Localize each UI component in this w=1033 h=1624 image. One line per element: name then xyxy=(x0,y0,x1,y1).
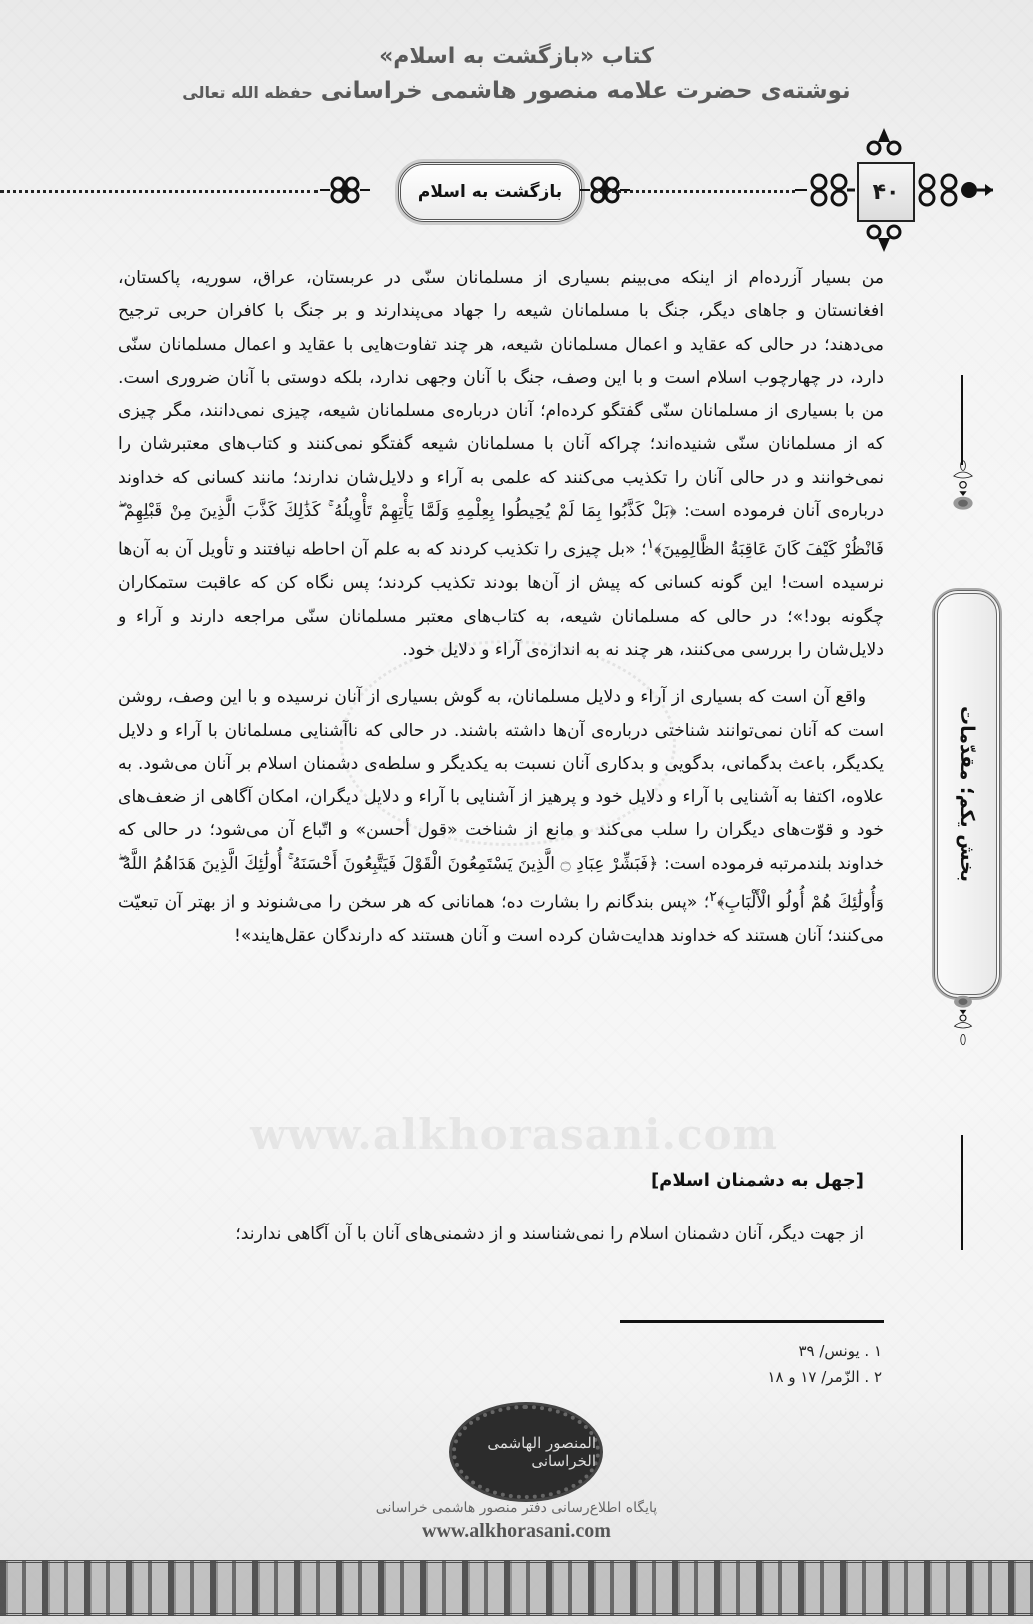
side-tab-top-stem xyxy=(961,375,963,465)
side-tab-top-ornament-icon xyxy=(936,460,990,512)
footnote-separator xyxy=(620,1320,884,1323)
footnote-1: ۱ . یونس/ ۳۹ xyxy=(798,1342,882,1360)
page-number: ۴۰ xyxy=(857,162,915,222)
scroll-ornament-icon xyxy=(318,172,372,208)
right-scroll-ornament-icon xyxy=(913,168,993,212)
paragraph-2-continuation: ؛ «پس بندگانم را بشارت ده؛ همانانی که هر سخن را می‌شنوند و از بهتر آن تبعیّت می‌کنند؛ آنان هستند که خداوند هدایت‌شان کرده است و آنان هستند که دارندگان عقل‌هایند»! xyxy=(118,892,884,947)
site-url[interactable]: www.alkhorasani.com xyxy=(422,1520,611,1542)
dotted-rule-middle xyxy=(595,190,795,193)
section-heading: [جهل به دشمنان اسلام] xyxy=(650,1170,864,1191)
author-line xyxy=(0,78,1033,104)
footnotes xyxy=(620,1338,882,1390)
paragraph-1-text: من بسیار آزرده‌ام از اینکه می‌بینم بسیاری از مسلمانان سنّی در عربستان، عراق، سوریه، پاکستان، افغانستان و جاهای دیگر، جنگ با مسلمانان شیعه را جهاد می‌پندارند و بر جنگ با کافران حربی ترجیح می‌دهند؛ در حالی که عقاید و اعمال مسلمانان شیعه، هر چند تفاوت‌هایی با عقاید و اعمال مسلمانان سنّی دارد، در چهارچوب اسلام است و با این وصف، جنگ با آنان وجهی ندارد، بلکه دوستی با آنان ضروری است. من با بسیاری از مسلمانان سنّی گفتگو کرده‌ام؛ آنان درباره‌ی مسلمانان شیعه، چیزی نمی‌دانند، مگر چیزی که از مسلمانان سنّی شنیده‌اند؛ چراکه آنان با مسلمانان شیعه گفتگو نمی‌کنند و کتاب‌های معتبرشان را نمی‌خوانند و در حالی آنان را تکذیب می‌کنند که علمی به آراء و دلایل‌شان ندارند؛ مانند کسانی که خداوند درباره‌ی آنان فرموده است: xyxy=(118,268,885,522)
footnote-ref-2[interactable]: ۲ xyxy=(709,889,717,906)
site-subtitle: پایگاه اطلاع‌رسانی دفتر منصور هاشمی خراسانی xyxy=(375,1500,658,1516)
paragraph-2 xyxy=(118,681,884,953)
dotted-rule-left xyxy=(0,190,318,193)
paragraph-3: از جهت دیگر، آنان دشمنان اسلام را نمی‌شناسند و از دشمنی‌های آنان با آن آگاهی ندارند؛ xyxy=(235,1224,864,1244)
watermark-url: www.alkhorasani.com xyxy=(250,1110,779,1159)
running-header-cartouche xyxy=(398,162,582,222)
body-text xyxy=(118,262,884,953)
chapter-side-tab xyxy=(934,590,1000,998)
footnote-2: ۲ . الزّمر/ ۱۷ و ۱۸ xyxy=(767,1368,882,1386)
seal-text: المنصور الهاشمی الخراسانی xyxy=(487,1434,596,1470)
footer-ornamental-band xyxy=(0,1560,1033,1616)
chapter-side-tab-label: بخش یکم؛ مقدّمات xyxy=(956,705,978,883)
author-honorific: حفظه الله تعالی xyxy=(182,83,313,102)
side-tab-bottom-ornament-icon xyxy=(936,995,990,1047)
book-title: کتاب «بازگشت به اسلام» xyxy=(379,44,654,69)
left-scroll-ornament-icon xyxy=(795,168,855,212)
running-header-title: بازگشت به اسلام xyxy=(417,182,563,202)
footnote-ref-1[interactable]: ۱ xyxy=(646,536,655,553)
publisher-seal-logo xyxy=(452,1405,600,1499)
paragraph-1-continuation: ؛ «بل چیزی را تکذیب کردند که به علم آن احاطه نیافتند و تأویل آن به آن‌ها نرسیده است! این گونه کسانی که پیش از آن‌ها بودند تکذیب کردند؛ پس نگاه کن که عاقبت ستمکاران چگونه بود!»؛ در حالی که مسلمانان شیعه، به کتاب‌های معتبر مسلمانان سنّی مراجعه دارند و آراء و دلایل‌شان را بررسی می‌کنند، هر چند نه به اندازه‌ی آراء و دلایل خود. xyxy=(118,540,884,660)
running-header xyxy=(0,150,1033,230)
quran-verse-2: ﴿فَبَشِّرْ عِبَادِ ۝ الَّذِينَ يَسْتَمِعُونَ الْقَوْلَ فَيَتَّبِعُونَ أَحْسَنَهُ ۚ أُولَٰئِكَ الَّذِينَ هَدَاهُمُ اللَّهُ ۖ وَأُولَٰئِكَ هُمْ أُولُو الْأَلْبَابِ﴾ xyxy=(118,853,885,913)
side-tab-bottom-stem xyxy=(961,1135,963,1250)
paragraph-1 xyxy=(118,262,884,667)
paragraph-2-text: واقع آن است که بسیاری از آراء و دلایل مسلمانان، به گوش بسیاری از آنان نرسیده و با این وصف، روشن است که آنان نمی‌توانند شناختی درباره‌ی آن‌ها داشته باشند. در حالی که ناآشنایی مسلمانان با آراء و دلایل یکدیگر، باعث بدگمانی، بدگویی و بدکاری آنان نسبت به یکدیگر و سلطه‌ی دشمنان اسلام بر آنان می‌شود. به علاوه، اکتفا به آشنایی با آراء و دلایل خود و پرهیز از آشنایی با آراء و دلایل دیگران، امکان آگاهی از ضعف‌های خود و قوّت‌های دیگران را سلب می‌کند و مانع از شناخت «قول أحسن» و اتّباع آن می‌شود؛ در حالی که خداوند بلندمرتبه فرموده است: xyxy=(118,687,885,874)
author-name: نوشته‌ی حضرت علامه منصور هاشمی خراسانی xyxy=(320,78,851,104)
quran-verse-1: ﴿بَلْ كَذَّبُوا بِمَا لَمْ يُحِيطُوا بِعِلْمِهِ وَلَمَّا يَأْتِهِمْ تَأْوِيلُهُ ۚ كَذَٰلِكَ كَذَّبَ الَّذِينَ مِنْ قَبْلِهِمْ ۖ فَانْظُرْ كَيْفَ كَانَ عَاقِبَةُ الظَّالِمِينَ﴾ xyxy=(118,501,885,561)
